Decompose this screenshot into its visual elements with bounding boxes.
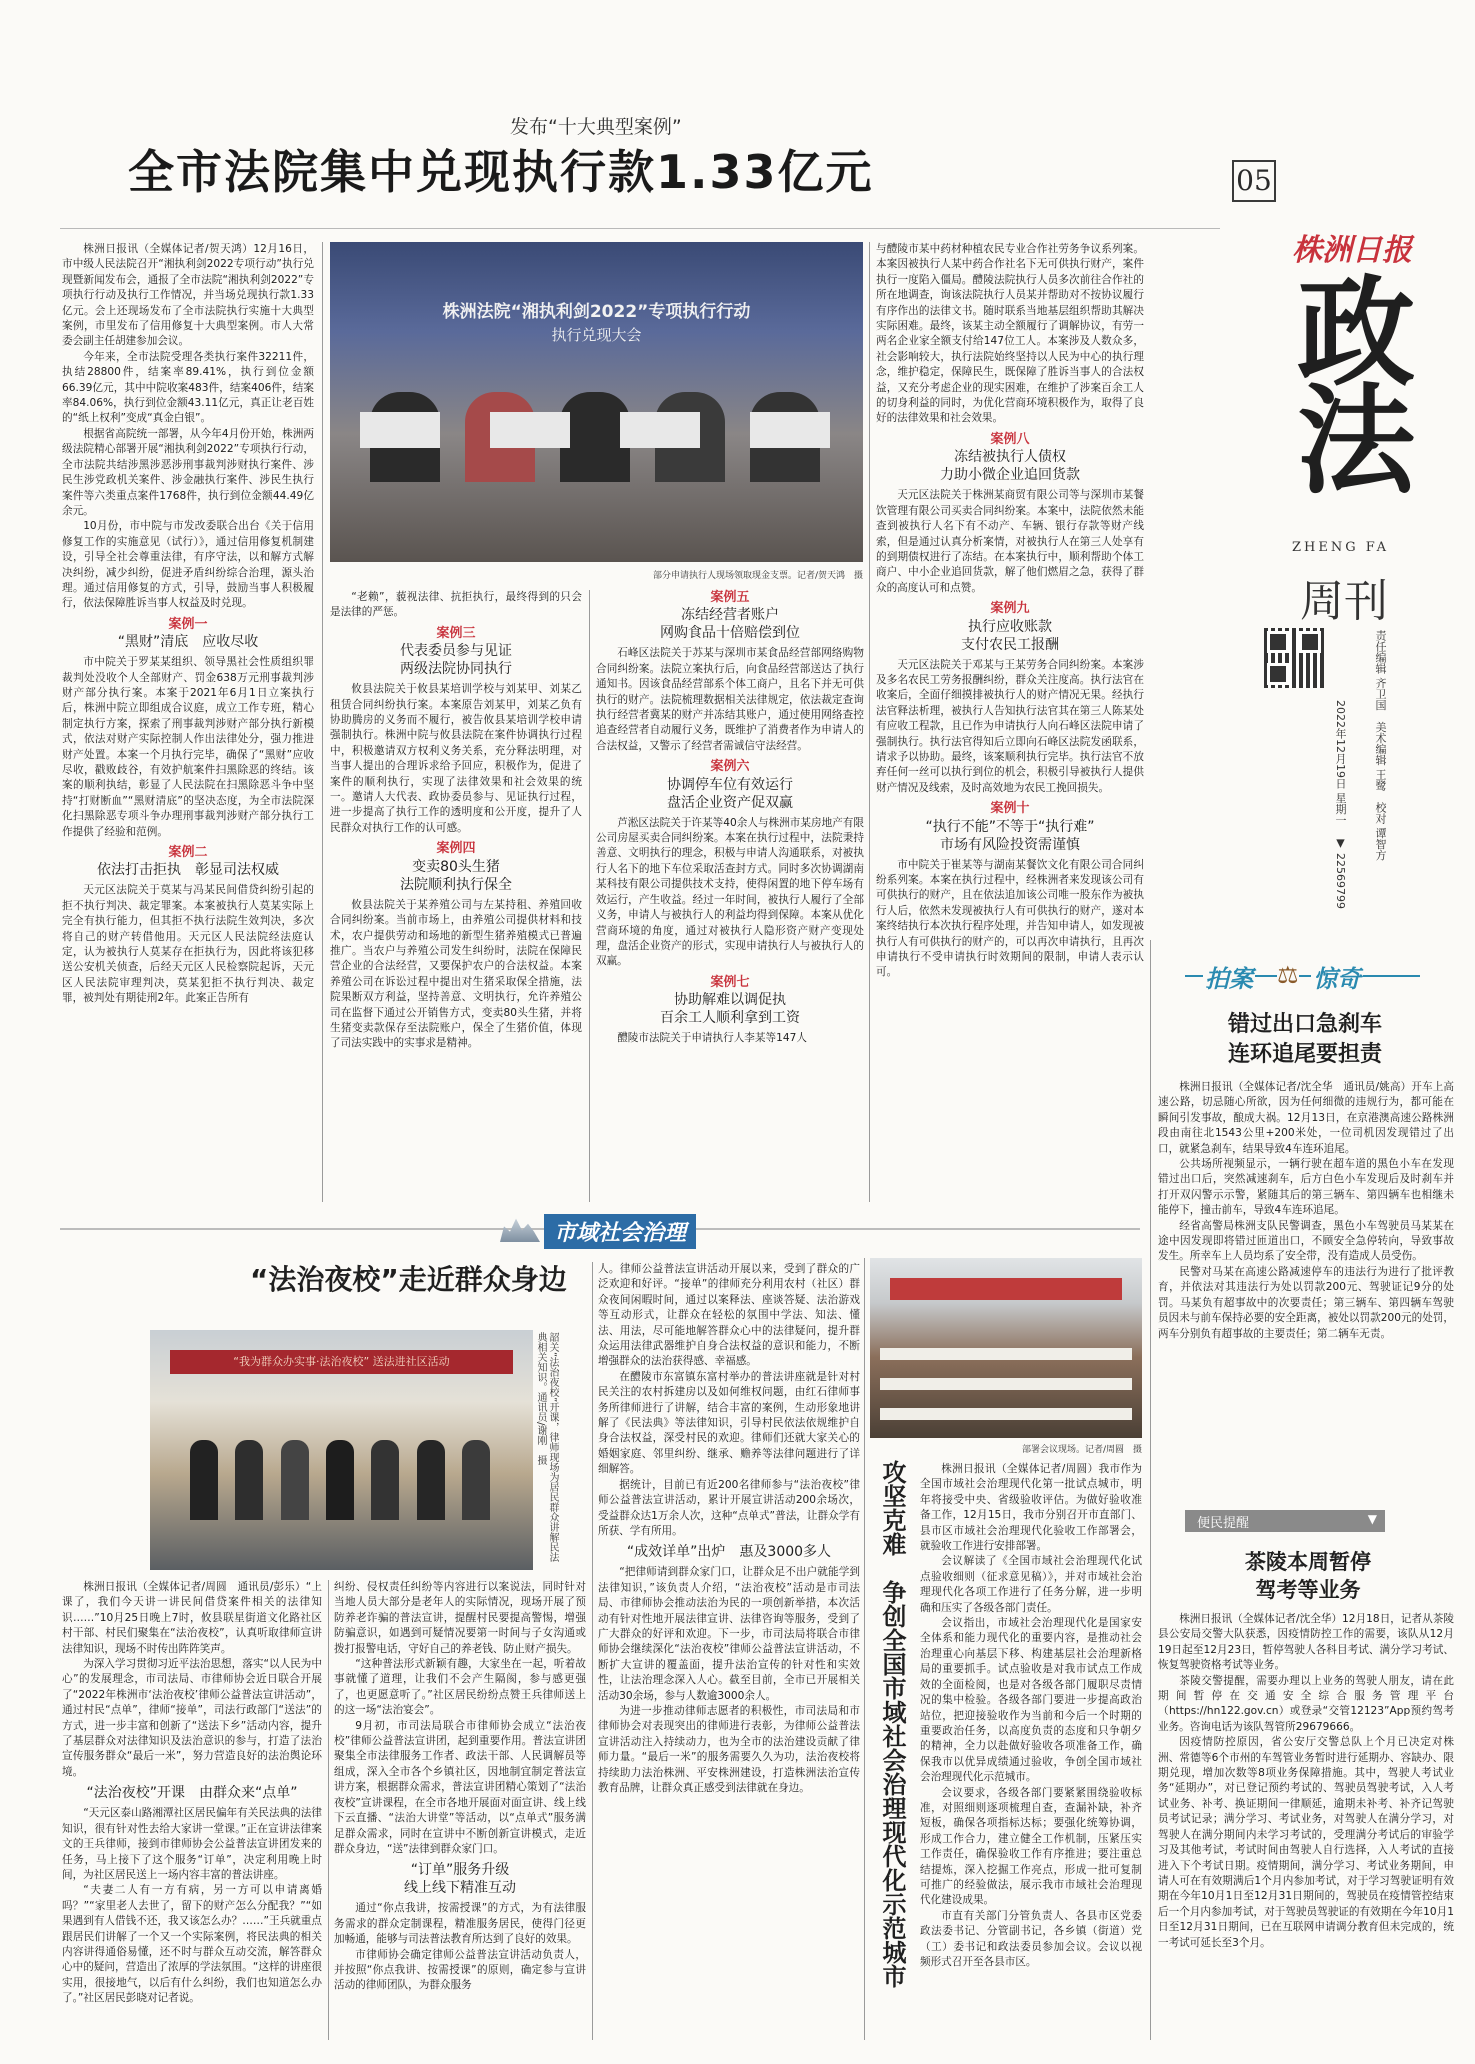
nightschool-col3-subtitle: “成效详单”出炉 惠及3000多人 (626, 1544, 832, 1561)
lead-col-3: 案例五 冻结经营者账户 网购食品十倍赔偿到位 石峰区法院关于苏某与深圳市某食品经营部网络购物合同纠纷案。法院立案执行后，向食品经营部送达了执行通知书。因该食品经营部系个体工商户，且名下并无可供执行的财产。法院梳理数据相关法律规定，依法裁定查询执行经营者冀某的财产并冻结其账户，通过使用网络查控追查经营者自动履行义务，既维护了消费者作为申请人的合法权益，又警示了经营者需诚信守法经营。 案例六 协调停车位有效运行 盘活企业资产促双赢 芦淞区法院关于许某等40余人与株洲市某房地产有限公司房屋买卖合同纠纷案。本案在执行过程中，法院秉持善意、文明执行的理念，积极与申请人沟通联系，对被执行人名下的地下车位采取活查封方式。同时多次协调湖南某科技有限公司提供技术支持，使得闲置的地下停车场有效运行，产生收益。经过一年时间，被执行人履行了全部义务，申请人与被执行人的利益均得到保障。本案从优化营商环境的角度，通过对被执行人隐形资产财产变现处理，盘活企业资产的形式，实现申请执行人与被执行人的双赢。 案例七 协助解难以调促执 百余工人顺利拿到工资 醴陵市法院关于申请执行人李某等147人 (596, 590, 864, 1045)
notice-body: 株洲日报讯（全媒体记者/沈全华）12月18日，记者从茶陵县公安局交警大队获悉，因疫情防控工作的需要，该队从12月19日起至12月23日，暂停驾驶人各科目考试、满分学习考试、恢复驾驶资格考试等业务。 茶陵交警提醒，需要办理以上业务的驾驶人朋友，请在此期间暂停在交通安全综合服务管理平台（https://hn122.gov.cn）或登录“交管12123”App预约驾考业务。咨询电话为该队驾管所29679666。 因疫情防控原因，省公安厅交警总队上个月已决定对株洲、常德等6个市州的车驾管业务暂时进行延期办、容缺办、限期兑现，增加次数等8项业务保障措施。其中，驾驶人考试业务“延期办”，对已登记预约考试的、驾驶员驾驶考试，入人考试业务、补考、换证期间一律顺延，逾期未补考、补齐记驾驶员考试记录；满分学习、考试业务，对驾驶人在满分学习，对驾驶人在满分期间内未学习考试的，受理满分考试后的审验学习及其他考试，考试时间由驾驶人自行选择，入人考试的直接进入下个考试日期。疫情期间，满分学习、考试业务期间，申请人可在有效期满后1个月内参加考试，对于学习驾驶证明有效期在今年10月1日至12月31日期间的，驾驶员在疫情管控结束后一个月内参加考试，对于驾驶员驾驶证的有效期在今年10月1日至12月31日期间，已在互联网申请调分教育但未完成的，统一考试可延长至3个月。 (1158, 1613, 1454, 1949)
case-5-title: 案例五 (710, 590, 750, 605)
case-2-subtitle: 依法打击拒执 彰显司法权威 (97, 862, 279, 879)
aside-tag (1185, 955, 1420, 995)
section-pinyin: ZHENG FA (1292, 540, 1390, 555)
meeting-body: 株洲日报讯（全媒体记者/周圆）我市作为全国市域社会治理现代化第一批试点城市，明年将接受中央、省级验收评估。为做好验收准备工作，12月15日，我市分别召开市直部门、县市区市域社会治理现代化验收工作部署会，就验收工作进行安排部署。 会议解读了《全国市域社会治理现代化试点验收细则（征求意见稿）》，并对市域社会治理现代化各项工作进行了任务分解，进一步明确和压实了各级各部门责任。 会议指出，市域社会治理现代化是国家安全体系和能力现代化的重要内容，是推动社会治理重心向基层下移、构建基层社会治理新格局的重要抓手。试点验收是对我市试点工作成效的全面检阅，也是对各级各部门履职尽责情况的集中检验。各级各部门要进一步提高政治站位，把迎接验收作为当前和今后一个时期的重要政治任务，以高度负责的态度和只争朝夕的精神，全力以赴做好验收各项准备工作，确保我市以优异成绩通过验收，争创全国市域社会治理现代化示范城市。 会议要求，各级各部门要紧紧围绕验收标准，对照细则逐项梳理自查，查漏补缺，补齐短板，确保各项指标达标；要强化统筹协调，形成工作合力，建立健全工作机制，压紧压实工作责任，确保验收工作有序推进；要注重总结提炼，深入挖掘工作亮点，形成一批可复制可推广的经验做法，展示我市市域社会治理现代化建设成果。 市直有关部门分管负责人、各县市区党委政法委书记、分管副书记，各乡镇（街道）党（工）委书记和政法委员参加会议。会议以视频形式召开至各县市区。 (920, 1463, 1142, 1968)
lead-photo (330, 242, 863, 562)
aside-headline: 错过出口急刹车 连环追尾要担责 (1227, 1012, 1382, 1067)
date-line: 2022年12月19日 星期一 ▼ 22569799 (1334, 700, 1347, 909)
notice-headline: 茶陵本周暂停 驾考等业务 (1245, 1550, 1371, 1602)
case-3-subtitle: 代表委员参与见证 两级法院协同执行 (400, 643, 512, 678)
nightschool-col-3: 人。律师公益普法宣讲活动开展以来，受到了群众的广泛欢迎和好评。“接单”的律师充分利用农村（社区）群众夜间闲暇时间，通过以案释法、座谈答疑、法治游戏等互动形式，让群众在轻松的氛围中学法、知法、懂法、用法，尽可能地解答群众心中的法律疑问，提升群众运用法律武器维护自身合法权益的意识和能力，不断增强群众的法治获得感、幸福感。 在醴陵市东富镇东富村举办的普法讲座就是针对村民关注的农村拆建房以及如何维权问题，由红石律师事务所律师进行了讲解，结合丰富的案例，生动形象地讲解了《民法典》等法律知识，引导村民依法依规维护自身合法权益，深受村民的欢迎。律师们还就大家关心的婚姻家庭、邻里纠纷、继承、赡养等法律问题进行了详细解答。 据统计，目前已有近200名律师参与“法治夜校”律师公益普法宣讲活动，累计开展宣讲活动200余场次，受益群众达1万余人次，这种“点单式”普法，让群众学有所获、学有所用。 “成效详单”出炉 惠及3000多人 “把律师请到群众家门口，让群众足不出户就能学到法律知识，”该负责人介绍，“法治夜校”活动是市司法局、市律师协会推动法治为民的一项创新举措，本次活动有针对性地开展法律宣讲、法律咨询等服务，受到了广大群众的好评和欢迎。下一步，市司法局将联合市律师协会继续深化“法治夜校”律师公益普法宣讲活动，不断扩大宣讲的覆盖面，提升法治宣传的针对性和实效性，让法治理念深入人心。截至目前，全市已开展相关活动30余场，参与人数逾3000余人。 为进一步推动律师志愿者的积极性，市司法局和市律师协会对表现突出的律师进行表彰，为律师公益普法宣讲活动注入持续动力，也为全市的法治建设贡献了律师力量。“最后一米”的服务需要久久为功，法治夜校将持续助力法治株洲、平安株洲建设，打造株洲法治宣传教育品牌，让群众真正感受到法律就在身边。 (598, 1263, 860, 1794)
page-number: 05 (1232, 160, 1276, 202)
lead-col-4: 与醴陵市某中药材种植农民专业合作社劳务争议系列案。本案因被执行人某中药合作社名下无可供执行财产，案件执行一度陷入僵局。醴陵法院执行人员多次前往合作社的所在地调查，询该法院执行人员某并帮助对不按协议履行有序作出的法律文书。随时联系当地基层组织帮助其解决实际困难。最终，该某主动全额履行了调解协议，有劳一两名企业家全额支付给147位工人。本案涉及人数众多，社会影响较大，执行法院始终坚持以人民为中心的执行理念，维护稳定，保障民生，既保障了胜诉当事人的合法权益，又充分考虑企业的现实困难，在维护了涉案百余工人的切身利益的同时，为优化营商环境积极作为，取得了良好的法律效果和社会效果。 案例八 冻结被执行人债权 力助小微企业追回货款 天元区法院关于株洲某商贸有限公司等与深圳市某餐饮管理有限公司买卖合同纠纷案。本案中，法院依然未能查到被执行人名下有不动产、车辆、银行存款等财产线索，但是通过认真分析案情，对被执行人在第三人处享有的到期债权进行了冻结。在本案执行中，顺利帮助个体工商户、中小企业追回货款，解了他们燃眉之急，获得了群众的高度认可和点赞。 案例九 执行应收账款 支付农民工报酬 天元区法院关于邓某与王某劳务合同纠纷案。本案涉及多名农民工劳务报酬纠纷，群众关注度高。执行法官在收案后，全面仔细摸排被执行人的财产情况无果。经执行法官释法析理，被执行人告知执行法官其在第三人陈某处有应收工程款，且已作为申请执行人向石峰区法院申请了强制执行。执行法官得知后立即向石峰区法院发函联系，请求予以协助。最终，该案顺利执行完毕。执行法官不放弃任何一丝可以执行到位的机会，积极引导被执行人提供财产情况及线索，及时高效地为农民工挽回损失。 案例十 “执行不能”不等于“执行难” 市场有风险投资需谨慎 市中院关于崔某等与湖南某餐饮文化有限公司合同纠纷系列案。本案在执行过程中，经株洲者来发现该公司有可供执行的财产，且在依法追加该公司唯一股东作为被执行人后，依然未发现被执行人有可供执行的财产，遂对本案终结执行本次执行程序处理，并告知申请人，如发现被执行人有可供执行的财产的，可以再次申请执行，且再次申请执行不受申请执行时效期间的限制，申请人表示认可。 (876, 243, 1144, 979)
paper-name-logo: 株洲日报 (1292, 233, 1412, 268)
caret-down-icon: ▼ (1367, 1512, 1377, 1526)
qr-code[interactable] (1264, 628, 1324, 688)
case-2-title: 案例二 (168, 845, 208, 861)
nightschool-photo (150, 1330, 533, 1570)
nightschool-col-1: 株洲日报讯（全媒体记者/周圆 通讯员/彭乐）“上课了，我们今天讲一讲民间借贷案件相关的法律知识……”10月25日晚上7时，攸县联星街道文化路社区村干部、村民们聚集在“法治夜校”，认真听取律师宣讲法律知识，现场不时传出阵阵笑声。 为深入学习贯彻习近平法治思想，落实“以人民为中心”的发展理念，市司法局、市律师协会近日联合开展了“2022年株洲市‘法治夜校’律师公益普法宣讲活动”，通过村民“点单”，律师“接单”，司法行政部门“送法”的方式，进一步丰富和创新了“送法下乡”活动内容，提升了基层群众对法律知识及法治意识的参与，打造了法治宣传服务群众“最后一米”，努力营造良好的法治舆论环境。 “法治夜校”开课 由群众来“点单” “天元区泰山路湘潭社区居民偏年有关民法典的法律知识，很有针对性去给大家讲一堂课。”正在宣讲法律案文的王兵律师，接到市律师协会公益普法宣讲团发来的任务，马上接下了这个服务“订单”，决定利用晚上时间，为社区居民送上一场内容丰富的普法讲座。 “夫妻二人有一方有病，另一方可以申请离婚吗？”“家里老人去世了，留下的财产怎么分配我？”“如果遇到有人借钱不还，我又该怎么办？……”王兵就重点跟居民们讲解了一个又一个实际案例，将民法典的相关内容讲得通俗易懂，还不时与群众互动交流，解答群众心中的疑问，营造出了浓厚的学法氛围。“这样的讲座很实用，很接地气，以后有什么纠纷，我们也知道怎么办了。”社区居民彭晓对记者说。 (62, 1581, 322, 2005)
case-9-title: 案例九 (990, 601, 1030, 617)
notice-tag-bar (1185, 1510, 1385, 1532)
case-4-title: 案例四 (436, 841, 476, 857)
lead-photo-banner: 株洲法院“湘执利剑2022”专项执行行动 (442, 302, 751, 322)
nightschool-photo-caption: 韶关“法治夜校”开课，律师现场为居民群众讲解民法典相关知识。通讯员/谢刚 摄 (535, 1332, 558, 1563)
lead-col-1: 株洲日报讯（全媒体记者/贺天鸿）12月16日，市中级人民法院召开“湘执利剑2022专项行动”执行兑现暨新闻发布会，通报了全市法院“湘执利剑2022”专项执行行动及执行工作情况，并当场兑现执行款1.33亿元。会上还现场发布了全市法院执行实施十大典型案例，市里发布了信用修复十大典型案例。市人大常委会副主任胡建参加会议。 今年来，全市法院受理各类执行案件32211件，执结28800件，结案率89.41%，执行到位金额66.39亿元，其中中院收案483件，结案406件，结案率84.06%，执行到位金额43.11亿元，真正让老百姓的“纸上权利”变成“真金白银”。 根据省高院统一部署，从今年4月份开始，株洲两级法院精心部署开展“湘执利剑2022”专项执行行动，全市法院共结涉黑涉恶涉刑事裁判涉财执行案件、涉民生涉党政机关案件、涉金融执行案件、涉民生执行案件等六类重点案件1768件，执行到位金额44.49亿余元。 10月份，市中院与市发改委联合出台《关于信用修复工作的实施意见（试行）》，通过信用修复机制建设，引导全社会尊重法律，有序守法，以和解方式解决纠纷，减少纠纷，促进矛盾纠纷综合治理，源头治理。通过信用修复的方式，引导，鼓励当事人积极履行，依法保障胜诉当事人权益及时兑现。 案例一 “黑财”清底 应收尽收 市中院关于罗某某组织、领导黑社会性质组织罪裁判处没收个人全部财产、罚金638万元刑事裁判涉财产部分执行案。本案于2021年6月1日立案执行后，株洲中院立即组成合议庭，成立工作专班，精心制定执行方案，探索了刑事裁判涉财产部分执行新模式，依法对财产实际控制人作出法律处分，强力推进财产处置。本案一个月执行完毕，确保了“黑财”应收尽收，戳败歧谷，有效护航案件扫黑除恶的终结。该案的顺利执结，彰显了人民法院在扫黑除恶斗争中坚持“打财断血”“黑财清底”的坚决态度，为全市法院深化扫黑除恶专项斗争办理刑事裁判涉财产部分执行工作提供了经验和范例。 案例二 依法打击拒执 彰显司法权威 天元区法院关于莫某与冯某民间借贷纠纷引起的拒不执行判决、裁定罪案。本案被执行人莫某实际上完全有执行能力，但其拒不执行法院生效判决，多次将自己的财产转借他用。天元区人民法院经法庭认定，认为被执行人莫某存在拒执行为，因此将该犯移送公安机关侦查，后经天元区人民检察院起诉，天元区人民法院审理判决，莫某犯拒不执行判决、裁定罪，被判处有期徒刑2年。此案正告所有 (62, 243, 314, 1005)
notice-tag: 便民提醒 (1197, 1516, 1250, 1531)
section-band (60, 1210, 1140, 1250)
case-8-subtitle: 冻结被执行人债权 力助小微企业追回货款 (940, 449, 1080, 484)
section-title: 政法 (1277, 270, 1416, 486)
aside-body: 株洲日报讯（全媒体记者/沈全华 通讯员/姚高）开车上高速公路，切忌随心所欲，因为任何细微的违规行为，都可能在瞬间引发事故，酿成大祸。12月13日，在京港澳高速公路株洲段由南往北1543公里+200米处，一位司机因发现错过了出口，就紧急刹车，结果导致4车连环追尾。 公共场所视频显示，一辆行驶在超车道的黑色小车在发现错过出口后，突然减速刹车，后方白色小车发现后及时刹车并打开双闪警示示警，紧随其后的第三辆车、第四辆车也相继未能停下，撞击前车，导致4车连环追尾。 经省高警局株洲支队民警调查，黑色小车驾驶员马某某在途中因发现即将错过匝道出口，不顾安全急停转向，导致事故发生。所幸车上人员均系了安全带，没有造成人员受伤。 民警对马某在高速公路减速停车的违法行为进行了批评教育，并依法对其违法行为处以罚款200元、驾驶证记9分的处罚。马某负有超事故中的次要责任；第三辆车、第四辆车驾驶员因未与前车保持必要的安全距离，被处以罚款200元的处罚，两车分别负有超事故的主要责任；第二辆车无责。 (1158, 1081, 1454, 1340)
nightschool-col1-subtitle: “法治夜校”开课 由群众来“点单” (86, 1785, 298, 1802)
nightschool-headline: “法治夜校”走近群众身边 (250, 1263, 567, 1296)
case-9-subtitle: 执行应收账款 支付农民工报酬 (961, 618, 1059, 653)
meeting-vertical-headline: 攻坚克难 争创全国市域社会治理现代化示范城市 (878, 1460, 906, 1988)
nightschool-col2-subtitle: “订单”服务升级 线上线下精准互动 (404, 1862, 516, 1897)
gavel-icon: ⚖ (1277, 961, 1299, 989)
case-8-title: 案例八 (990, 431, 1030, 447)
lead-kicker: 发布“十大典型案例” (510, 116, 682, 138)
case-6-subtitle: 协调停车位有效运行 盘活企业资产促双赢 (667, 776, 793, 811)
lead-col-2: “老赖”，藐视法律、抗拒执行，最终得到的只会是法律的严惩。 案例三 代表委员参与见证 两级法院协同执行 攸县法院关于攸县某培训学校与刘某甲、刘某乙租赁合同纠纷执行案。本案原告刘某甲，刘某乙负有协助腾房的义务而不履行，被告攸县某培训学校申请强制执行。株洲中院与攸县法院在案件协调执行过程中，积极邀请双方权利义务关系，充分释法明理，对当事人提出的合理诉求给予回应，积极作为，促进了案件的顺利执行，实现了法律效果和社会效果的统一。邀请人大代表、政协委员参与、见证执行过程，进一步提高了执行工作的透明度和公开度，提升了人民群众对执行工作的认可感。 案例四 变卖80头生猪 法院顺利执行保全 攸县法院关于某养殖公司与左某持租、养殖回收合同纠纷案。当前市场上，由养殖公司提供材料和技术，农户提供劳动和场地的新型生猪养殖模式已普遍推广。当农户与养殖公司发生纠纷时，法院在保障民营企业的合法经营，又要保护农户的合法权益。本案养殖公司在诉讼过程中提出对生猪采取保全措施，法院果断双方利益，坚持善意、文明执行，允许养殖公司在监督下通过公开销售方式，变卖80头生猪，并将生猪变卖款保存至法院账户，保全了生猪价值，体现了司法实践中的实事求是精神。 (330, 591, 582, 1050)
editor-info: 责任编辑 齐卫国 美术编辑 王鹭 校对 谭智方 (1374, 630, 1387, 861)
masthead (1232, 160, 1432, 909)
aside-tag-right: 惊奇 (1311, 959, 1363, 994)
nightschool-photo-banner: “我为群众办实事·法治夜校” 送法进社区活动 (170, 1350, 513, 1374)
meeting-photo-caption: 部署会议现场。记者/周圆 摄 (1021, 1445, 1142, 1455)
weekly-label: 周刊 (1300, 576, 1388, 627)
lead-photo-banner-2: 执行兑现大会 (551, 326, 642, 344)
meeting-photo (870, 1258, 1142, 1438)
case-4-subtitle: 变卖80头生猪 法院顺利执行保全 (400, 858, 512, 893)
case-1-title: 案例一 (168, 616, 208, 632)
case-3-title: 案例三 (436, 625, 476, 641)
aside-tag-left: 拍案 (1203, 959, 1255, 994)
case-5-subtitle: 冻结经营者账户 网购食品十倍赔偿到位 (660, 607, 800, 642)
case-10-subtitle: “执行不能”不等于“执行难” 市场有风险投资需谨慎 (925, 818, 1095, 853)
nightschool-col-2: 纠纷、侵权责任纠纷等内容进行以案说法，同时针对当地人员大部分是老年人的实际情况，现场开展了预防养老诈骗的普法宣讲，提醒村民要提高警惕，增强防骗意识，如遇到可疑情况要第一时间与子女沟通或拨打报警电话，守好自己的养老钱、防止财产损失。 “这种普法形式新颖有趣，大家坐在一起，听着故事就懂了道理，让我们不会产生隔阂，参与感更强了，也更愿意听了。”社区居民纷纷点赞王兵律师送上的这一场“法治宴会”。 9月初，市司法局联合市律师协会成立“法治夜校”律师公益普法宣讲团，起到重要作用。普法宣讲团聚集全市法律服务工作者、政法干部、人民调解员等组成，深入全市各个乡镇社区，因地制宜制定普法宣讲方案，根据群众需求，普法宣讲团精心策划了“法治夜校”宣讲课程，在全市各地开展面对面宣讲、线上线下云直播、“法治大讲堂”等活动，以“点单式”服务满足群众需求，同时在宣讲中不断创新宣讲模式，走近群众身边，“送”法律到群众家门口。 “订单”服务升级 线上线下精准互动 通过“你点我讲，按需授课”的方式，为有法律服务需求的群众定制课程，精准服务居民，使得门径更加畅通，能够与司法普法教育所达到了良好的效果。 市律师协会确定律师公益普法宣讲活动负责人，并按照“你点我讲、按需授课”的原则，确定参与宣讲活动的律师团队，为群众服务 (334, 1581, 586, 1992)
lead-headline: 全市法院集中兑现执行款1.33亿元 (128, 145, 874, 199)
case-7-subtitle: 协助解难以调促执 百余工人顺利拿到工资 (660, 992, 800, 1027)
lead-photo-caption: 部分申请执行人现场领取现金支票。记者/贺天鸿 摄 (652, 571, 863, 581)
case-10-title: 案例十 (990, 801, 1030, 817)
case-7-title: 案例七 (710, 974, 750, 990)
band-label: 市域社会治理 (544, 1214, 696, 1249)
case-1-subtitle: “黑财”清底 应收尽收 (117, 634, 259, 651)
case-6-title: 案例六 (710, 759, 750, 775)
